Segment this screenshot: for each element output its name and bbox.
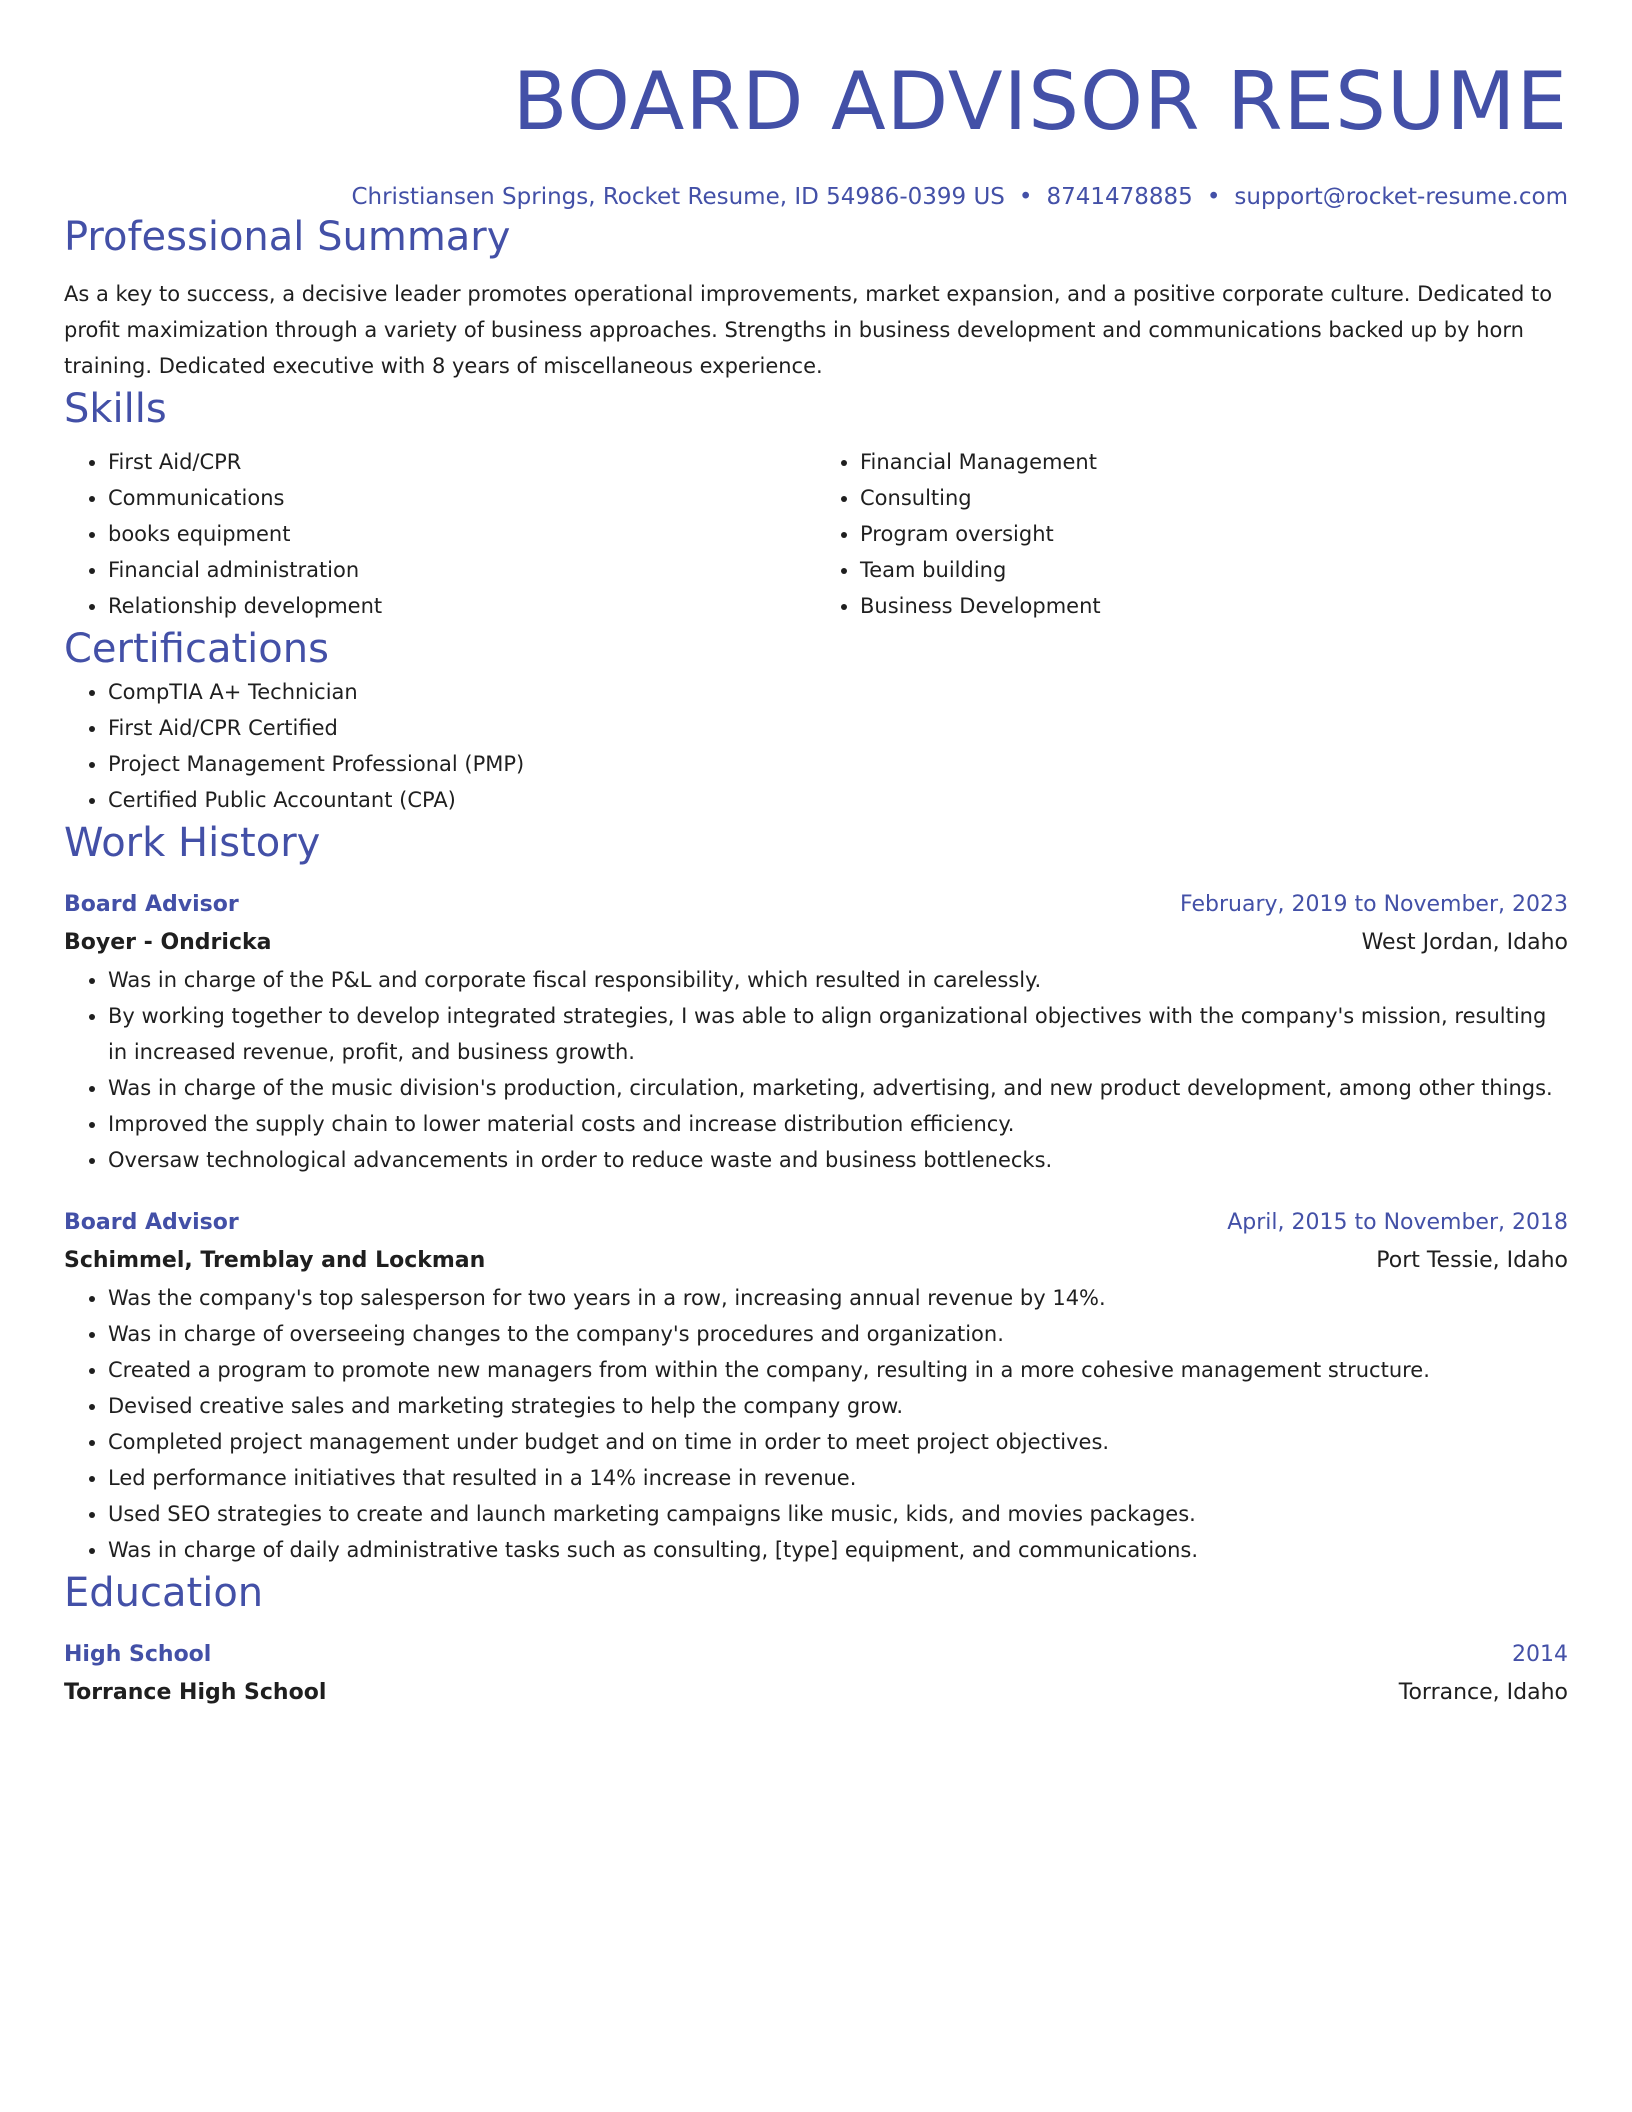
job-title: Board Advisor <box>64 1210 239 1235</box>
job-bullet: • By working together to develop integrated strategies, I was able to align organizational objectives with the company's mission, resulting in increased revenue, profit, and business growth. <box>108 998 1568 1070</box>
summary-heading: Professional Summary <box>64 214 511 260</box>
job-company: Boyer - Ondricka <box>64 930 272 955</box>
job-bullets <box>64 1280 1568 1568</box>
skill-item: • books equipment <box>108 516 816 552</box>
skill-item: • Financial administration <box>108 552 816 588</box>
work-history-heading: Work History <box>64 820 321 866</box>
skill-item: • Team building <box>860 552 1568 588</box>
job-dates: February, 2019 to November, 2023 <box>1180 892 1568 917</box>
certification-item: • Project Management Professional (PMP) <box>108 746 1568 782</box>
education-location: Torrance, Idaho <box>1398 1680 1568 1705</box>
job-dates: April, 2015 to November, 2018 <box>1227 1210 1568 1235</box>
contact-line <box>64 182 1568 212</box>
job-entry <box>64 886 1568 1178</box>
summary-text: As a key to success, a decisive leader promotes operational improvements, market expansion, and a positive corporate culture. Dedicated to profit maximization through a variety of business approaches. Strengths in business development and communications backed up by horn training. Dedicated executive with 8 years of miscellaneous experience. <box>64 282 1553 378</box>
skills-left-column <box>64 444 816 624</box>
skills-grid <box>64 444 1568 624</box>
job-header-row <box>64 1204 1568 1242</box>
contact-phone: 8741478885 <box>1046 184 1193 210</box>
resume-title: BOARD ADVISOR RESUME <box>512 55 1568 148</box>
education-year: 2014 <box>1512 1642 1568 1667</box>
job-location: Port Tessie, Idaho <box>1376 1248 1568 1273</box>
job-bullet: • Was in charge of daily administrative tasks such as consulting, [type] equipment, and communications. <box>108 1532 1568 1568</box>
skill-item: • Financial Management <box>860 444 1568 480</box>
job-bullet: • Devised creative sales and marketing strategies to help the company grow. <box>108 1388 1568 1424</box>
job-bullet: • Was in charge of the music division's production, circulation, marketing, advertising, and new product development, among other things. <box>108 1070 1568 1106</box>
job-header-row <box>64 886 1568 924</box>
contact-separator: • <box>1206 184 1221 210</box>
job-bullets <box>64 962 1568 1178</box>
job-bullet: • Improved the supply chain to lower material costs and increase distribution efficiency. <box>108 1106 1568 1142</box>
certification-item: • First Aid/CPR Certified <box>108 710 1568 746</box>
job-bullet: • Completed project management under budget and on time in order to meet project objectives. <box>108 1424 1568 1460</box>
certification-item: • Certified Public Accountant (CPA) <box>108 782 1568 818</box>
education-entry <box>64 1636 1568 1712</box>
education-header-row <box>64 1636 1568 1674</box>
job-company: Schimmel, Tremblay and Lockman <box>64 1248 486 1273</box>
education-degree: High School <box>64 1642 212 1667</box>
skill-item: • Business Development <box>860 588 1568 624</box>
certifications-list <box>64 674 1568 818</box>
skill-item: • First Aid/CPR <box>108 444 816 480</box>
education-school: Torrance High School <box>64 1680 327 1705</box>
certifications-heading: Certifications <box>64 626 329 672</box>
education-heading: Education <box>64 1570 264 1616</box>
skill-item: • Relationship development <box>108 588 816 624</box>
contact-email: support@rocket-resume.com <box>1234 184 1568 210</box>
job-bullet: • Used SEO strategies to create and launch marketing campaigns like music, kids, and movies packages. <box>108 1496 1568 1532</box>
job-title: Board Advisor <box>64 892 239 917</box>
job-bullet: • Was the company's top salesperson for two years in a row, increasing annual revenue by 14%. <box>108 1280 1568 1316</box>
job-bullet: • Was in charge of overseeing changes to the company's procedures and organization. <box>108 1316 1568 1352</box>
job-bullet: • Was in charge of the P&L and corporate fiscal responsibility, which resulted in carelessly. <box>108 962 1568 998</box>
job-company-row <box>64 1242 1568 1280</box>
job-bullet: • Led performance initiatives that resulted in a 14% increase in revenue. <box>108 1460 1568 1496</box>
skills-heading: Skills <box>64 386 167 432</box>
job-bullet: • Created a program to promote new managers from within the company, resulting in a more cohesive management structure. <box>108 1352 1568 1388</box>
contact-separator: • <box>1018 184 1033 210</box>
job-entry <box>64 1204 1568 1568</box>
skills-right-column <box>816 444 1568 624</box>
skill-item: • Consulting <box>860 480 1568 516</box>
job-location: West Jordan, Idaho <box>1361 930 1568 955</box>
certification-item: • CompTIA A+ Technician <box>108 674 1568 710</box>
job-company-row <box>64 924 1568 962</box>
job-bullet: • Oversaw technological advancements in order to reduce waste and business bottlenecks. <box>108 1142 1568 1178</box>
skill-item: • Program oversight <box>860 516 1568 552</box>
education-school-row <box>64 1674 1568 1712</box>
contact-address: Christiansen Springs, Rocket Resume, ID 54986-0399 US <box>351 184 1005 210</box>
skill-item: • Communications <box>108 480 816 516</box>
